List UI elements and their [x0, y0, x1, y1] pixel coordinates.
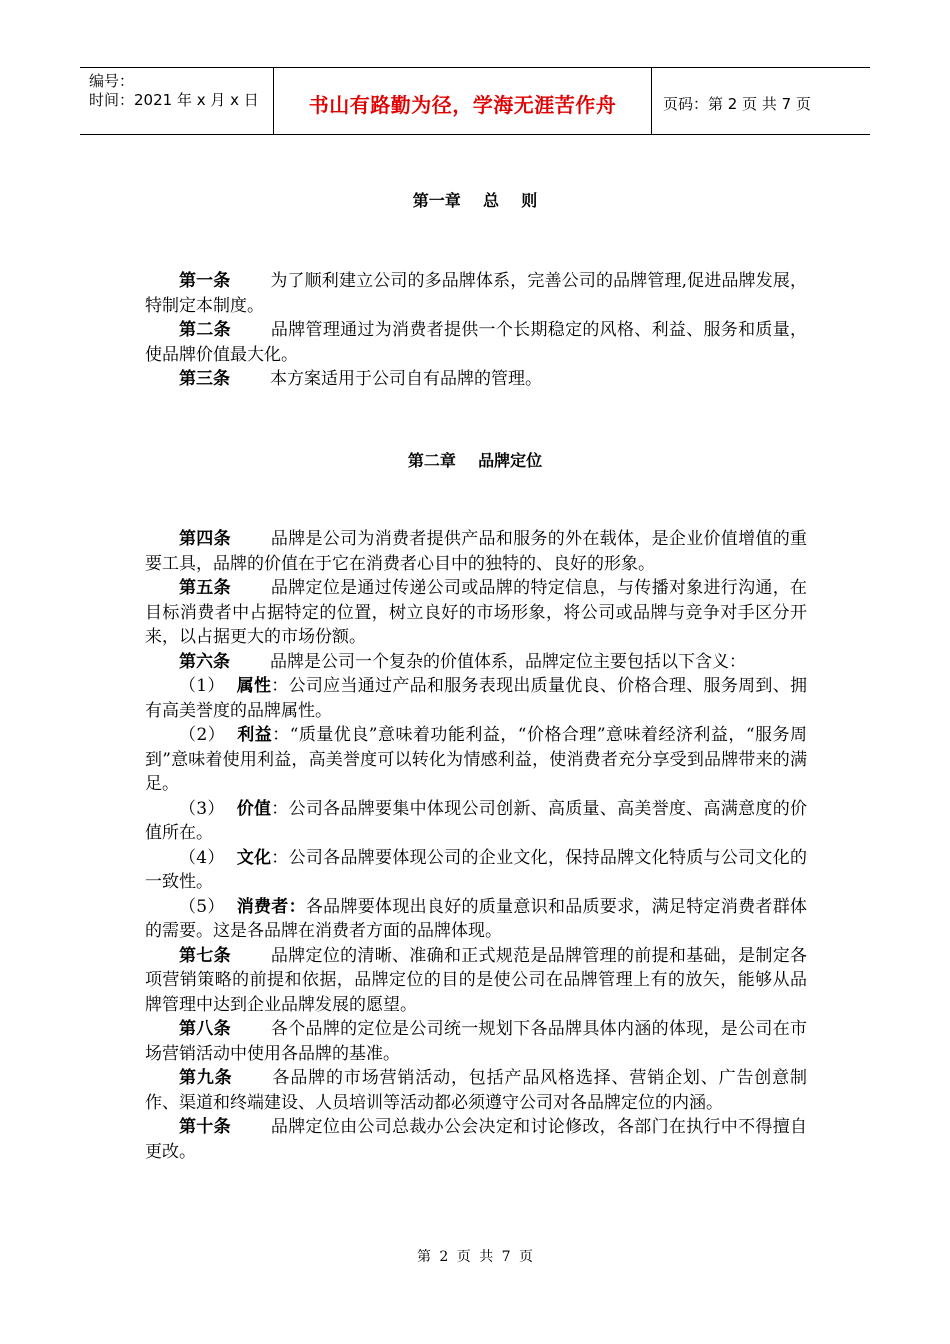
header-meta: [80, 68, 274, 134]
article-label: 第九条: [179, 1068, 233, 1088]
list-item-benefit: [145, 723, 807, 797]
document-date: 时间：2021 年 x 月 x 日: [89, 91, 259, 109]
list-item-attribute: [145, 674, 807, 723]
list-item-value: [145, 797, 807, 846]
chapter-2-title: 第二章 品牌定位: [407, 451, 543, 470]
chapter-1-title: 第一章 总 则: [412, 191, 538, 210]
article-10: [145, 1115, 807, 1164]
article-text: 品牌定位的清晰、准确和正式规范是品牌管理的前提和基础，是制定各项营销策略的前提和依据，品牌定位的目的是使公司在品牌管理上有的放矢，能够从品牌管理中达到企业品牌发展的愿望。: [145, 945, 808, 1015]
article-8: [145, 1017, 807, 1066]
article-text: 各品牌的市场营销活动，包括产品风格选择、营销企划、广告创意制作、渠道和终端建设、人员培训等活动都必须遵守公司对各品牌定位的内涵。: [145, 1068, 807, 1113]
item-term: 利益: [237, 725, 273, 745]
article-text: 品牌定位由公司总裁办公会决定和讨论修改，各部门在执行中不得擅自更改。: [145, 1117, 808, 1162]
article-4: [145, 527, 807, 576]
article-9: [145, 1066, 807, 1115]
item-term: 消费者：: [236, 896, 306, 917]
header-page-info: 页码：第 2 页 共 7 页: [663, 94, 811, 113]
article-text: 各个品牌的定位是公司统一规划下各品牌具体内涵的体现，是公司在市场营销活动中使用各品牌的基准。: [145, 1019, 808, 1064]
item-number: （1）: [179, 676, 225, 696]
article-text: 品牌定位是通过传递公司或品牌的特定信息，与传播对象进行沟通，在目标消费者中占据特定的位置，树立良好的市场形象，将公司或品牌与竞争对手区分开来，以占据更大的市场份额。: [145, 578, 808, 647]
list-item-consumer: [145, 895, 807, 944]
article-2: [145, 318, 807, 367]
article-text: 品牌是公司一个复杂的价值体系，品牌定位主要包括以下含义：: [270, 651, 746, 672]
list-item-culture: [145, 846, 807, 895]
item-text: ：公司各品牌要体现公司的企业文化，保持品牌文化特质与公司文化的一致性。: [145, 847, 808, 892]
page-footer: 第 2 页 共 7 页: [416, 1249, 534, 1265]
article-label: 第六条: [179, 651, 230, 672]
item-term: 价值: [236, 798, 272, 819]
chapter-1-body: [145, 269, 807, 392]
chapter-2-body: [145, 527, 807, 1164]
document-number-label: 编号：: [89, 72, 135, 90]
item-text: ：公司应当通过产品和服务表现出质量优良、价格合理、服务周到、拥有高美誉度的品牌属性。: [145, 676, 808, 721]
item-number: （2）: [179, 725, 226, 745]
item-number: （5）: [179, 896, 225, 917]
article-5: [145, 576, 807, 650]
article-label: 第二条: [179, 320, 231, 340]
article-text: 品牌管理通过为消费者提供一个长期稳定的风格、利益、服务和质量，使品牌价值最大化。: [145, 320, 808, 365]
item-term: 属性: [236, 676, 272, 696]
article-text: 本方案适用于公司自有品牌的管理。: [270, 369, 542, 389]
item-text: 各品牌要体现出良好的质量意识和品质要求，满足特定消费者群体的需要。这是各品牌在消费者方面的品牌体现。: [145, 896, 808, 941]
article-7: [145, 944, 807, 1018]
item-text: ：“质量优良”意味着功能利益，“价格合理”意味着经济利益，“服务周到”意味着使用利益，高美誉度可以转化为情感利益，使消费者充分享受到品牌带来的满足。: [145, 725, 807, 794]
article-6: [145, 650, 807, 675]
item-number: （3）: [179, 798, 225, 819]
article-label: 第十条: [179, 1117, 231, 1137]
article-text: 为了顺利建立公司的多品牌体系，完善公司的品牌管理,促进品牌发展，特制定本制度。: [145, 271, 807, 316]
item-text: ：公司各品牌要集中体现公司创新、高质量、高美誉度、高满意度的价值所在。: [145, 798, 808, 843]
article-label: 第四条: [179, 529, 231, 549]
article-label: 第三条: [179, 369, 230, 389]
page-header: [80, 67, 870, 135]
article-3: [145, 367, 807, 392]
article-text: 品牌是公司为消费者提供产品和服务的外在载体，是企业价值增值的重要工具，品牌的价值在于它在消费者心目中的独特的、良好的形象。: [145, 529, 808, 574]
item-term: 文化: [236, 847, 272, 868]
article-1: [145, 269, 807, 318]
header-slogan: 书山有路勤为径，学海无涯苦作舟: [274, 68, 652, 134]
article-label: 第八条: [179, 1019, 231, 1039]
article-label: 第一条: [179, 271, 231, 291]
article-label: 第七条: [179, 945, 231, 966]
article-label: 第五条: [179, 578, 231, 598]
item-number: （4）: [179, 847, 225, 868]
